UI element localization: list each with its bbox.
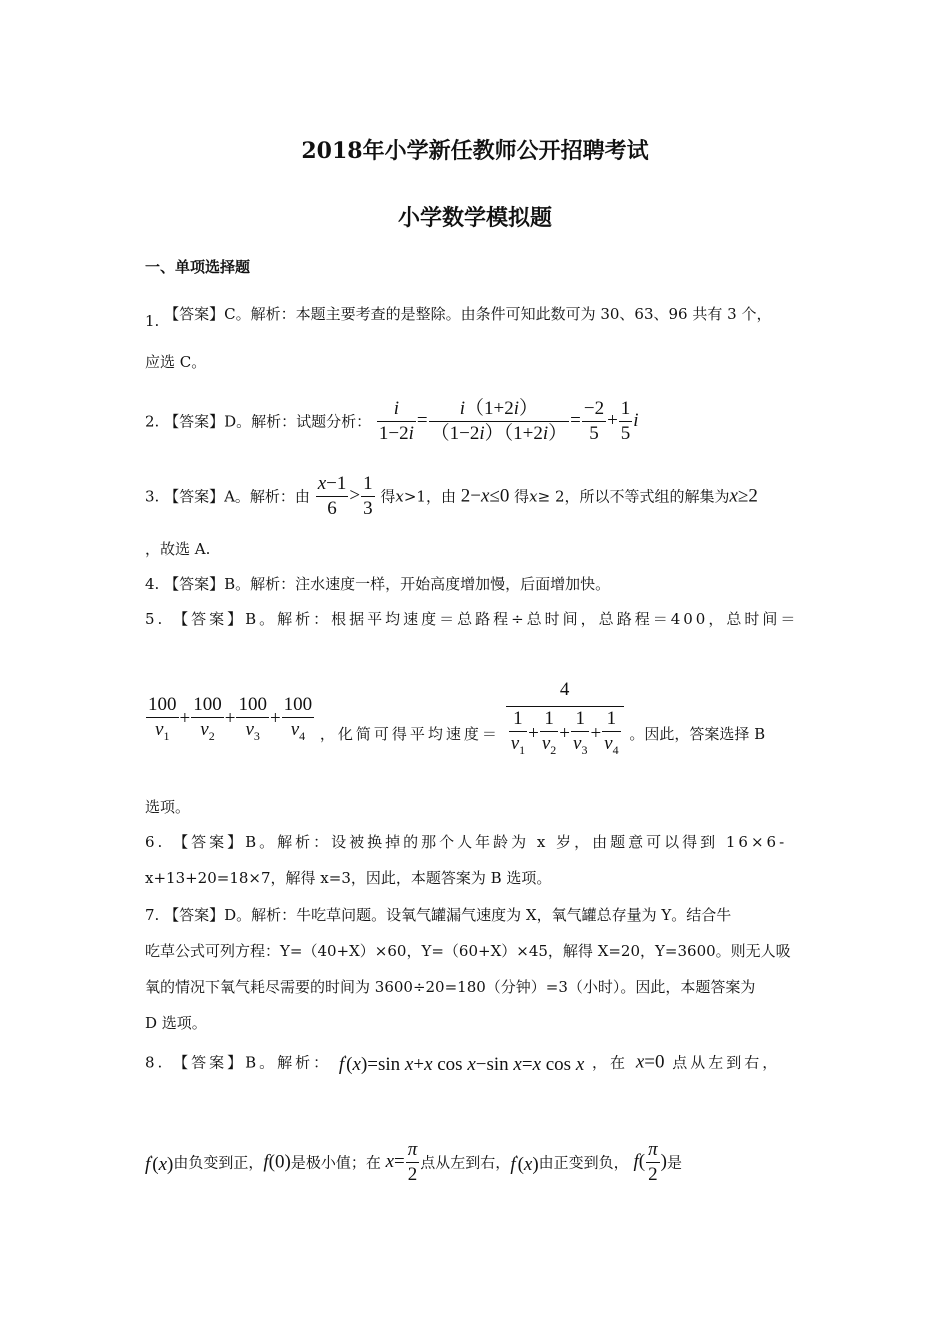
answer-8-text-g: 由正变到负，: [538, 1153, 629, 1172]
answer-3-text-b: 得: [380, 487, 396, 506]
answer-number: 6.: [145, 833, 166, 851]
answer-3-text-a: 【答案】A。解析：由: [164, 487, 310, 506]
answer-7-line3: 氧的情况下氧气耗尽需要的时间为 3600÷20=180（分钟）=3（小时）。因此，本题答案为: [145, 978, 756, 996]
answer-number: 4.: [145, 575, 160, 593]
answer-8-text-b: ，在: [592, 1053, 629, 1072]
answer-number: 1.: [145, 312, 160, 330]
answer-8-text-h: 是: [666, 1153, 682, 1172]
inequality-formula-1: $\frac{x-1}{6}$ > $\frac{1}{3}$: [317, 473, 373, 519]
inequality-result-1: x>1: [395, 487, 426, 506]
answer-8: [145, 1050, 780, 1075]
answer-6: [145, 832, 787, 852]
answer-8-text-a: 【答案】B。解析：: [173, 1053, 332, 1072]
complex-fraction-formula: $\frac{i}{1-2i}$ = $\frac{i(1+2i)}{(1-2i)(1+2i)}$ = $\frac{-2}{5}$ + $\frac{1}{5}$ i: [378, 398, 639, 444]
inequality-formula-2: 2−x≤0: [460, 485, 510, 507]
answer-6-line1: 【答案】B。解析：设被换掉的那个人年龄为 x 岁，由题意可以得到 16×6-: [173, 833, 788, 851]
answer-2: [145, 397, 639, 446]
answer-7-line2: 吃草公式可列方程：Y=（40+X）×60，Y=（60+X）×45，解得 X=20，Y=3600。则无人吸: [145, 942, 791, 960]
answer-2-text: 【答案】D。解析：试题分析：: [164, 412, 372, 431]
section-heading: 一、单项选择题: [145, 258, 251, 276]
answer-3: [145, 472, 758, 521]
answer-4-text: 【答案】B。解析：注水速度一样，开始高度增加慢，后面增加快。: [164, 575, 611, 593]
derivative-symbol-2: f'(x): [510, 1153, 539, 1176]
answer-number: 3.: [145, 487, 160, 506]
answer-8-text-f: 点从左到右，: [420, 1153, 511, 1172]
answer-3-text-d: 得: [514, 487, 530, 506]
answer-4: [145, 574, 610, 594]
point-x-zero: x=0: [635, 1051, 665, 1073]
answer-8-line2: [145, 1138, 682, 1187]
answer-8-text-c: 点从左到右，: [672, 1053, 781, 1072]
page-title: 2018年小学新任教师公开招聘考试: [301, 138, 649, 164]
answer-number: 8.: [145, 1053, 166, 1072]
answer-5-line1: 【答案】B。解析：根据平均速度＝总路程÷总时间，总路程＝400，总时间＝: [173, 610, 799, 628]
answer-5-line3: 选项。: [145, 798, 191, 816]
answer-1-line2: 应选 C。: [145, 353, 207, 371]
answer-3-line2: ，故选 A.: [145, 540, 211, 558]
answer-1-line1: 【答案】C。解析：本题主要考查的是整除。由条件可知此数可为 30、63、96 共有 3 个，: [164, 305, 772, 323]
answer-8-text-d: 由负变到正，: [173, 1153, 264, 1172]
page-subtitle: 小学数学模拟题: [397, 205, 552, 231]
average-speed-formula: 4 $\frac{1}{v_1}$ + $\frac{1}{v_2}$ + $\frac{1}{v_3}$ + $\frac{1}{v_4}$: [505, 708, 630, 729]
inequality-result-2: x≥ 2: [529, 487, 565, 506]
f-half-pi: f( $\frac{\pi}{2}$ ): [633, 1139, 667, 1185]
answer-number: 7.: [145, 906, 160, 924]
answer-5-text-mid: ，化简可得平均速度＝: [319, 724, 500, 743]
derivative-formula: f'(x)=sin x+x cos x−sin x=x cos x: [338, 1054, 585, 1076]
solution-set: x≥2: [729, 485, 758, 507]
answer-8-text-e: 是极小值；在: [290, 1153, 381, 1172]
answer-5-formula-line: [145, 678, 765, 762]
f-zero: f(0): [263, 1151, 291, 1173]
answer-6-line2: x+13+20=18×7，解得 x=3，因此，本题答案为 B 选项。: [145, 869, 552, 887]
total-time-formula: $\frac{100}{v_1}$ + $\frac{100}{v_2}$ + $\frac{100}{v_3}$ + $\frac{100}{v_4}$: [148, 693, 313, 743]
answer-7: [145, 905, 731, 925]
answer-7-line1: 【答案】D。解析：牛吃草问题。设氧气罐漏气速度为 X，氧气罐总存量为 Y。结合牛: [164, 906, 732, 924]
answer-1: [145, 304, 772, 330]
answer-number: 2.: [145, 412, 160, 431]
answer-5-text-tail: 。因此，答案选择 B: [629, 724, 766, 743]
answer-3-text-c: ，由: [425, 487, 456, 506]
answer-5: [145, 609, 798, 629]
answer-3-text-e: ，所以不等式组的解集为: [564, 487, 730, 506]
answer-7-line4: D 选项。: [145, 1014, 207, 1032]
answer-number: 5.: [145, 610, 166, 628]
point-x-half-pi: x= $\frac{\pi}{2}$: [385, 1139, 418, 1185]
derivative-symbol-1: f'(x): [145, 1153, 174, 1176]
